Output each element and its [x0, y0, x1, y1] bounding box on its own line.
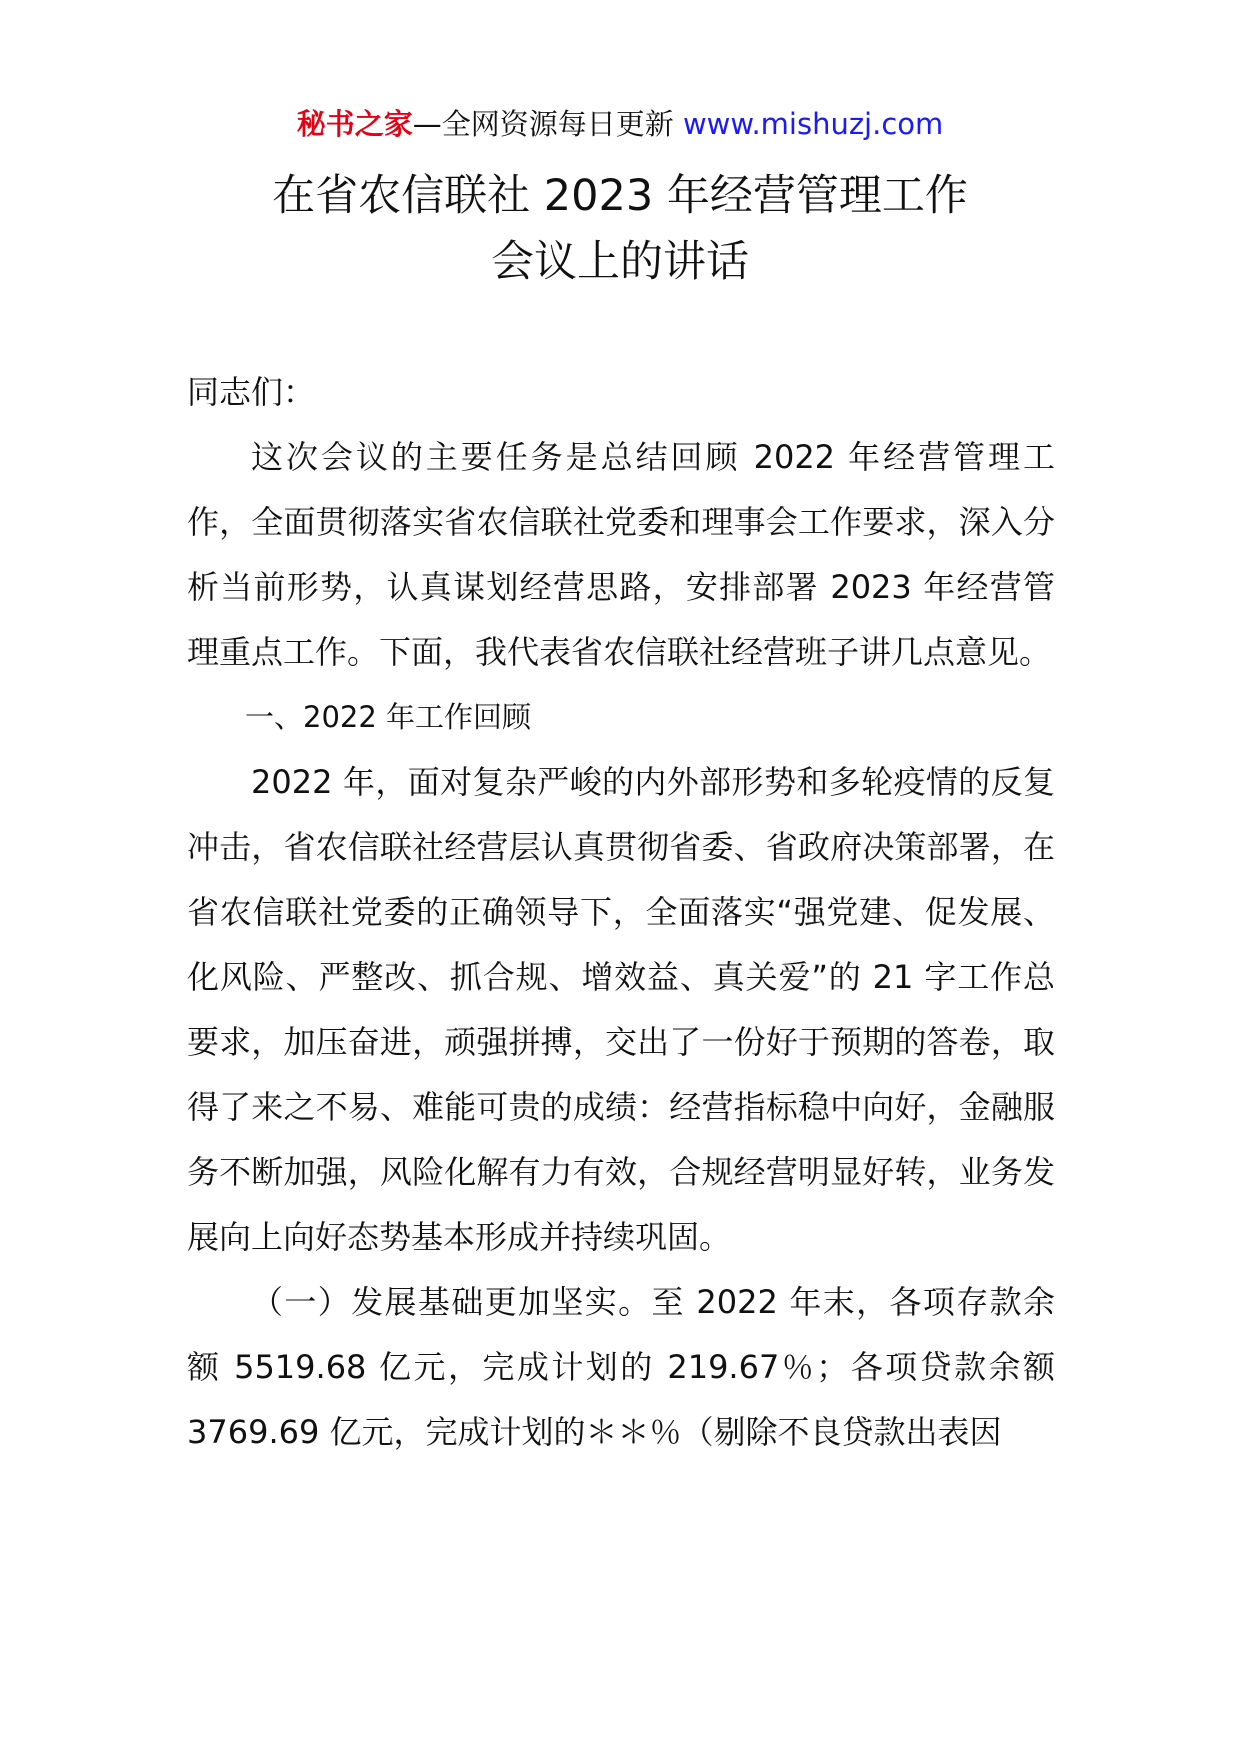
section-heading: 一、2022 年工作回顾 [245, 700, 532, 734]
site-header [0, 104, 1240, 144]
brand-name: 秘书之家 [296, 107, 413, 141]
site-url-link[interactable]: www.mishuzj.com [682, 107, 944, 141]
title-line-2: 会议上的讲话 [491, 237, 749, 287]
document-body [187, 360, 1055, 1465]
intro-paragraph: 这次会议的主要任务是总结回顾 2022 年经营管理工作，全面贯彻落实省农信联社党委和理事会工作要求，深入分析当前形势，认真谋划经营思路，安排部署 2023 年经营管理重点工作。下面，我代表省农信联社经营班子讲几点意见。 [187, 438, 1055, 671]
review-paragraph: 2022 年，面对复杂严峻的内外部形势和多轮疫情的反复冲击，省农信联社经营层认真贯彻省委、省政府决策部署，在省农信联社党委的正确领导下，全面落实“强党建、促发展、化风险、严整改、抓合规、增效益、真关爱”的 21 字工作总要求，加压奋进，顽强拼搏，交出了一份好于预期的答卷，取得了来之不易、难能可贵的成绩：经营指标稳中向好，金融服务不断加强，风险化解有力有效，合规经营明显好转，业务发展向上向好态势基本形成并持续巩固。 [187, 763, 1055, 1256]
document-title [0, 163, 1240, 295]
title-line-1: 在省农信联社 2023 年经营管理工作 [272, 171, 968, 221]
subsection-paragraph: （一）发展基础更加坚实。至 2022 年末，各项存款余额 5519.68 亿元，完成计划的 219.67％；各项贷款余额 3769.69 亿元，完成计划的＊＊％（剔除不良贷款出表因 [187, 1283, 1055, 1451]
site-tagline: —全网资源每日更新 [412, 107, 674, 141]
salutation: 同志们： [187, 373, 316, 411]
